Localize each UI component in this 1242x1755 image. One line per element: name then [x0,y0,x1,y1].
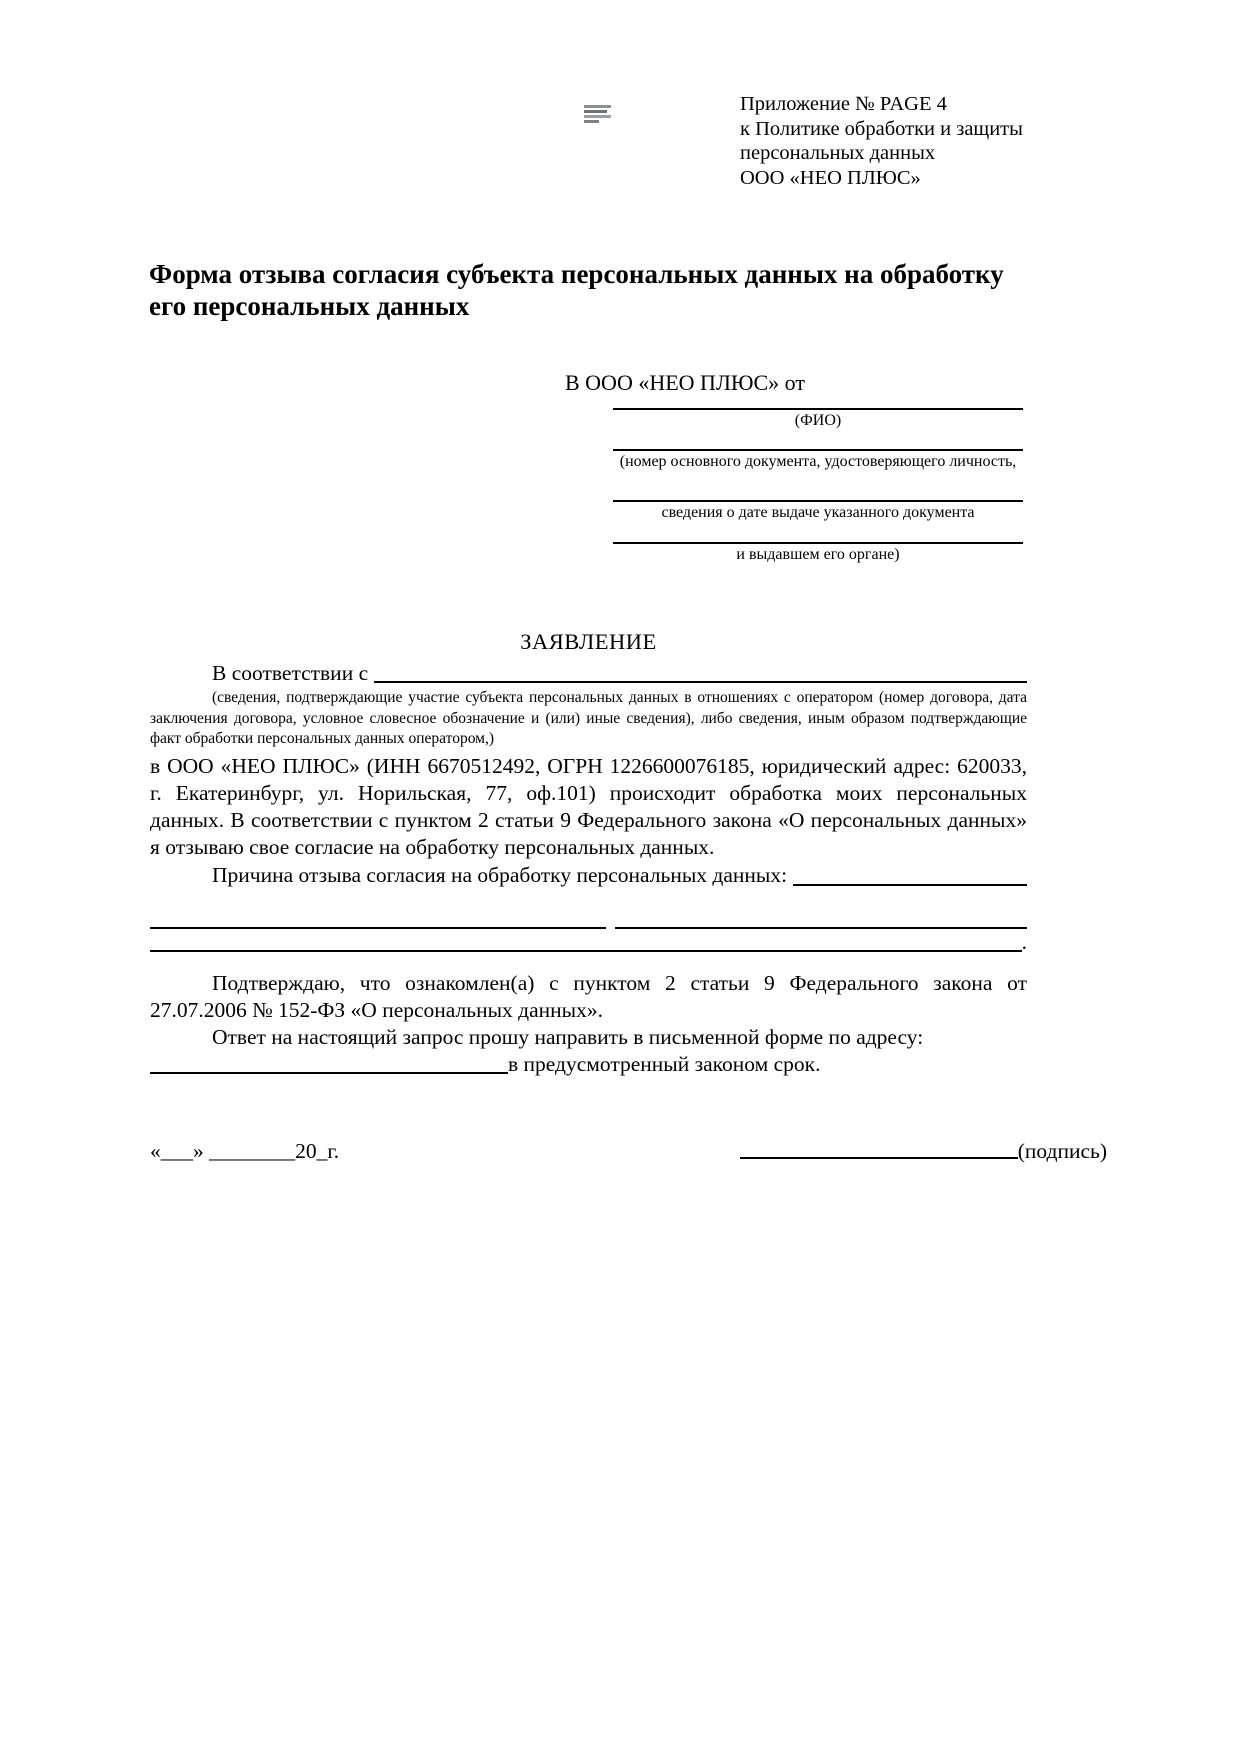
confirmation-paragraph: Подтверждаю, что ознакомлен(а) с пунктом 2 статьи 9 Федерального закона от 27.07.2006 № 152-ФЗ «О персональных данных». [150,970,1027,1022]
appendix-header-line: Приложение № PAGE 4 [740,93,947,115]
signature-blank-line [740,1157,1018,1159]
statement-heading: ЗАЯВЛЕНИЕ [520,629,657,654]
addressee-block [565,370,1025,563]
reason-prefix: Причина отзыва согласия на обработку персональных данных: [212,862,788,887]
embedded-field-artifact-icon [584,105,611,125]
artifact-stripe [584,105,611,108]
document-number-caption: (номер основного документа, удостоверяющего личность, [619,453,1017,470]
fio-blank-line [613,408,1023,410]
reply-intro: Ответ на настоящий запрос прошу направить в письменной форме по адресу: [212,1024,924,1049]
reply-address-row [150,1051,1027,1078]
intro-blank-line [374,660,1027,683]
fio-caption: (ФИО) [794,412,842,429]
blank-line-segment [150,929,1022,952]
main-paragraph: в ООО «НЕО ПЛЮС» (ИНН 6670512492, ОГРН 1226600076185, юридический адрес: 620033, г. Екатеринбург, ул. Норильская, 77, оф.101) происходит обработка моих персональных данных. В соответствии с пунктом 2 статьи 9 Федерального закона «О персональных данных» я отзываю свое согласие на обработку персональных данных. [150,753,1027,859]
appendix-header-line: персональных данных [740,142,936,164]
reason-blank-line [793,862,1027,886]
statement-body [150,660,1027,1078]
artifact-stripe [584,115,611,118]
issuing-authority-caption: и выдавшем его органе) [736,546,900,563]
document-number-blank-line [613,449,1023,451]
reason-continuation-line-2 [150,929,1027,956]
date-line: «___» ________20_г. [150,1139,340,1163]
reply-suffix: в предусмотренный законом срок. [508,1051,821,1076]
appendix-header-line: к Политике обработки и защиты [740,117,1023,140]
signature-caption: (подпись) [1017,1139,1107,1163]
intro-prefix: В соответствии с [212,661,369,685]
page-title: Форма отзыва согласия субъекта персональных данных на обработку его персональных данных [149,259,1004,321]
issuing-authority-blank-line [613,542,1023,544]
date-signature-row [150,1136,1107,1166]
appendix-header-line: ООО «НЕО ПЛЮС» [740,166,921,189]
issue-date-caption: сведения о дате выдаче указанного документа [661,504,975,521]
blank-line-terminator: . [1021,929,1027,954]
signature-group [740,1136,1107,1166]
issue-date-blank-line [613,500,1023,502]
artifact-stripe [584,120,599,123]
intro-row [150,660,1027,686]
artifact-stripe [584,110,607,113]
appendix-header [740,92,1023,190]
addressee-to-line: В ООО «НЕО ПЛЮС» от [565,370,805,395]
reason-row [150,862,1027,889]
address-blank-line [150,1051,508,1074]
fine-print-note: (сведения, подтверждающие участие субъекта персональных данных в отношениях с оператором (номер договора, дата заключения договора, условное словесное обозначение и (или) иные сведения), либо сведения, иным образом подтверждающие факт обработки персональных данных оператором,) [150,689,1027,747]
